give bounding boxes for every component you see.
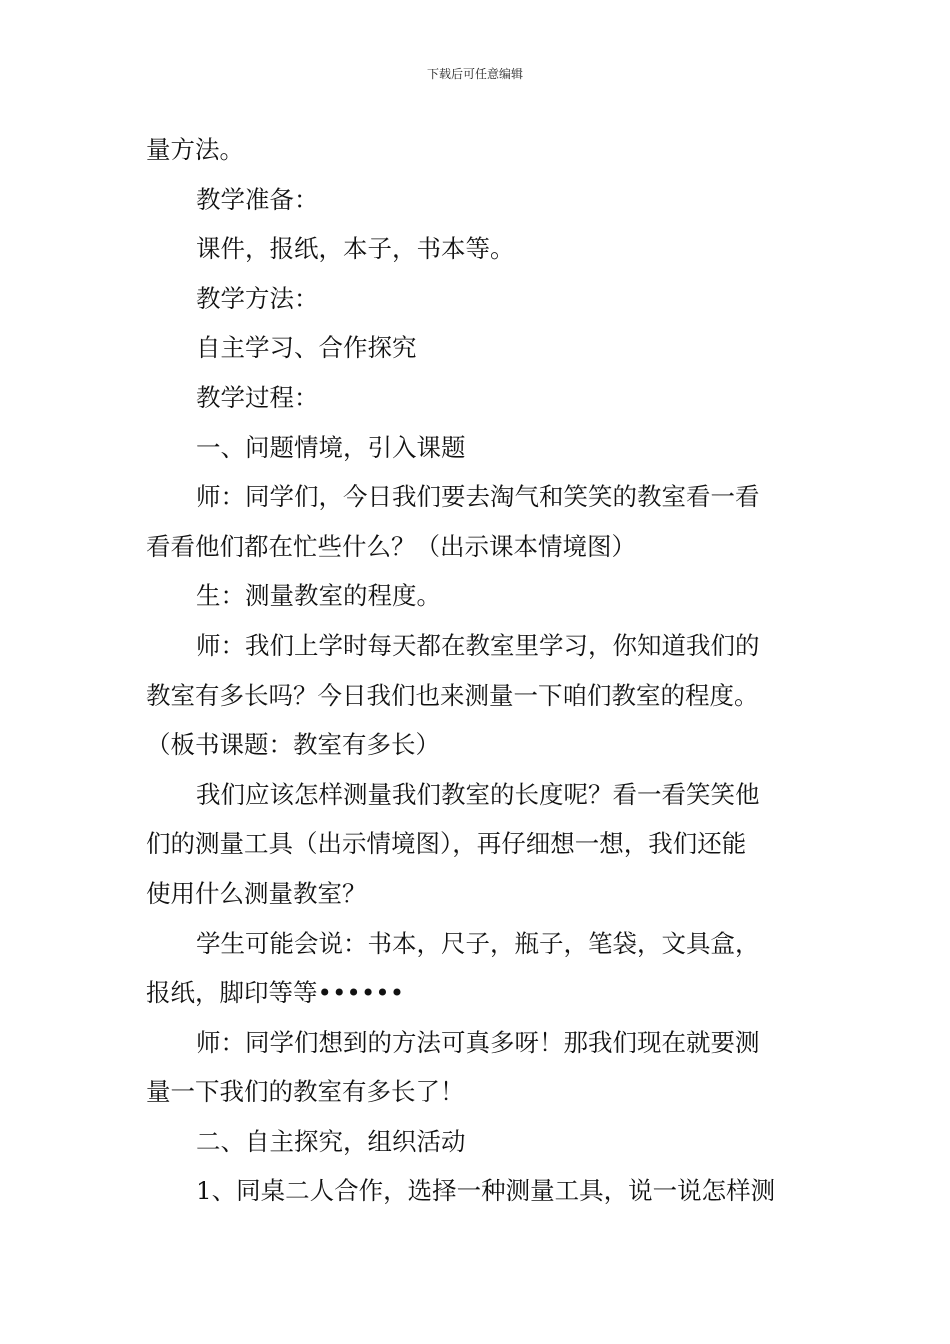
text-line: 课件，报纸，本子，书本等。 — [196, 234, 515, 264]
text-line: 量一下我们的教室有多长了！ — [146, 1077, 465, 1107]
text-line: 们的测量工具（出示情境图），再仔细想一想，我们还能 — [146, 829, 747, 859]
text-line: 1、同桌二人合作，选择一种测量工具，说一说怎样测 — [196, 1176, 776, 1206]
text-line: 教学准备： — [196, 184, 319, 214]
text-line: 自主学习、合作探究 — [196, 333, 417, 363]
text-line: 教学方法： — [196, 283, 319, 313]
text-line: 量方法。 — [146, 135, 244, 164]
document-body — [146, 125, 808, 1216]
text-line: 看看他们都在忙些什么？（出示课本情境图） — [146, 531, 636, 561]
text-line: （板书课题：教室有多长） — [146, 730, 440, 760]
text-line: 生：测量教室的程度。 — [196, 581, 441, 611]
text-line: 教学过程： — [196, 382, 319, 412]
text-line: 学生可能会说：书本，尺子，瓶子，笔袋，文具盒， — [196, 928, 760, 958]
text-line: 使用什么测量教室？ — [146, 878, 367, 908]
text-line: 师：我们上学时每天都在教室里学习，你知道我们的 — [196, 630, 760, 660]
text-line: 师：同学们，今日我们要去淘气和笑笑的教室看一看 — [196, 482, 760, 512]
text-line: 报纸，脚印等等•••••• — [146, 978, 405, 1008]
text-line: 我们应该怎样测量我们教室的长度呢？看一看笑笑他 — [196, 779, 760, 809]
text-line: 教室有多长吗？今日我们也来测量一下咱们教室的程度。 — [146, 680, 759, 710]
section-heading: 二、自主探究，组织活动 — [196, 1126, 466, 1156]
page-header: 下载后可任意编辑 — [426, 67, 523, 81]
text-line: 师：同学们想到的方法可真多呀！那我们现在就要测 — [196, 1027, 760, 1057]
section-heading: 一、问题情境，引入课题 — [196, 432, 466, 462]
